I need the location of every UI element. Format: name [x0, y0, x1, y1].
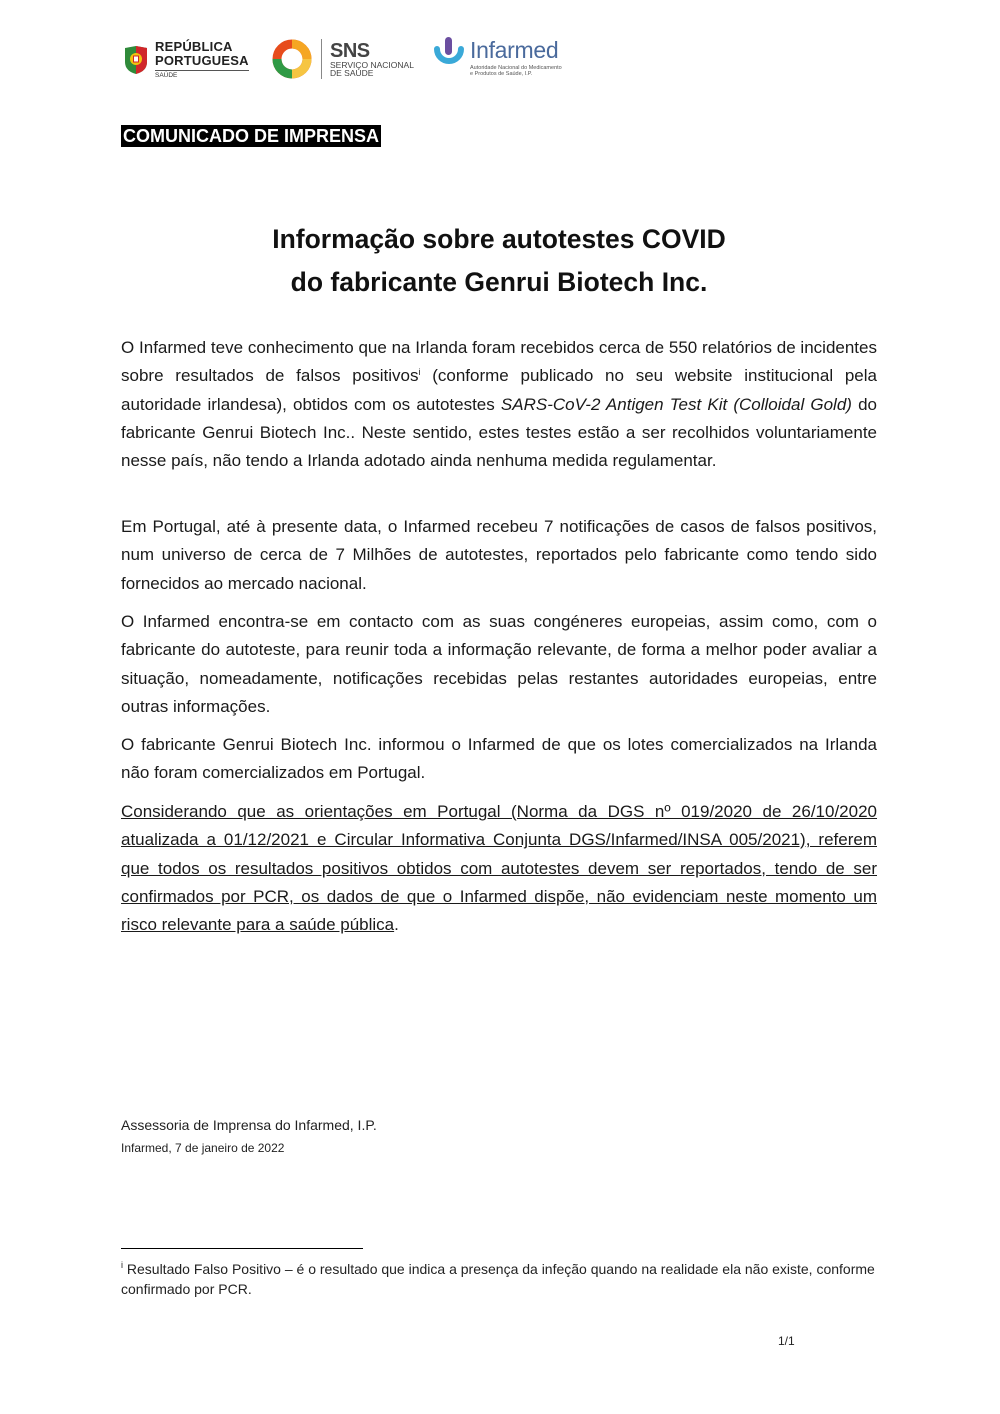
logo-text-line2: PORTUGUESA [155, 53, 249, 69]
logo-text-line1: REPÚBLICA [155, 39, 233, 55]
p5-underlined-text: Considerando que as orientações em Portugal (Norma da DGS nº 019/2020 de 26/10/2020 atualizada a 01/12/2021 e Circular Informativa Conjunta DGS/Infarmed/INSA 005/2021), referem que todos os resultados positivos obtidos com autotestes devem ser reportados, tendo de ser confirmados por PCR, os dados de que o Infarmed dispõe, não evidenciam neste momento um risco relevante para a saúde pública [121, 802, 877, 935]
title-line-2: do fabricante Genrui Biotech Inc. [290, 267, 708, 297]
logo-text-line3: SAÚDE [155, 70, 249, 80]
paragraph-4: O fabricante Genrui Biotech Inc. informou o Infarmed de que os lotes comercializados na Irlanda não foram comercializados em Portugal. [121, 735, 877, 783]
p1-text-c: do fabricante Genrui Biotech Inc.. Neste sentido, estes testes estão a ser recolhidos voluntariamente nesse país, não tendo a Irlanda adotado ainda nenhuma medida regulamentar. [121, 394, 877, 471]
infarmed-mark-icon [432, 35, 466, 71]
footnote-text: Resultado Falso Positivo – é o resultado que indica a presença da infeção quando na realidade ela não existe, conforme confirmado por PCR. [121, 1261, 875, 1297]
signature-date: Infarmed, 7 de janeiro de 2022 [121, 1141, 285, 1155]
signature-office: Assessoria de Imprensa do Infarmed, I.P. [121, 1117, 377, 1133]
footnote-reference: i [418, 367, 421, 378]
paragraph-5 [121, 798, 877, 939]
sns-ring-icon [271, 38, 313, 80]
product-name: SARS-CoV-2 Antigen Test Kit (Colloidal Gold) [500, 394, 852, 414]
document-title [120, 218, 878, 304]
infarmed-name: Infarmed [470, 37, 559, 63]
page-number: 1/1 [778, 1334, 795, 1348]
sns-acronym: SNS [330, 39, 370, 62]
sns-logo [271, 37, 414, 81]
p1-text-b: (conforme publicado no seu website institucional pela autoridade irlandesa), obtidos com os autotestes [121, 366, 877, 414]
p5-end: . [394, 915, 399, 935]
sns-name-line2: DE SAÚDE [330, 68, 374, 78]
infarmed-subtitle-line1: Autoridade Nacional do Medicamento [470, 65, 562, 71]
p1-text-a: O Infarmed teve conhecimento que na Irlanda foram recebidos cerca de 550 relatórios de incidentes sobre resultados de falsos positivos [121, 338, 877, 386]
infarmed-subtitle-line2: e Produtos de Saúde, I.P. [470, 71, 533, 78]
paragraph-1 [121, 334, 877, 475]
press-release-label: COMUNICADO DE IMPRENSA [123, 126, 380, 146]
footnote-mark: i [121, 1260, 123, 1270]
title-line-1: Informação sobre autotestes COVID [272, 224, 726, 254]
logo-divider [321, 39, 322, 79]
portugal-emblem-icon [123, 44, 149, 76]
republica-portuguesa-logo [123, 40, 249, 80]
footnote-separator [121, 1248, 363, 1249]
footnote [121, 1259, 877, 1299]
sns-name-line1: SERVIÇO NACIONAL [330, 59, 414, 70]
infarmed-logo [432, 35, 570, 83]
paragraph-2: Em Portugal, até à presente data, o Infarmed recebeu 7 notificações de casos de falsos positivos, num universo de cerca de 7 Milhões de autotestes, reportados pelo fabricante como tendo sido fornecidos ao mercado nacional. [121, 517, 877, 593]
paragraph-3: O Infarmed encontra-se em contacto com as suas congéneres europeias, assim como, com o fabricante do autoteste, para reunir toda a informação relevante, de forma a melhor poder avaliar a situação, nomeadamente, notificações recebidas pelas restantes autoridades europeias, entre outras informações. [121, 612, 877, 716]
